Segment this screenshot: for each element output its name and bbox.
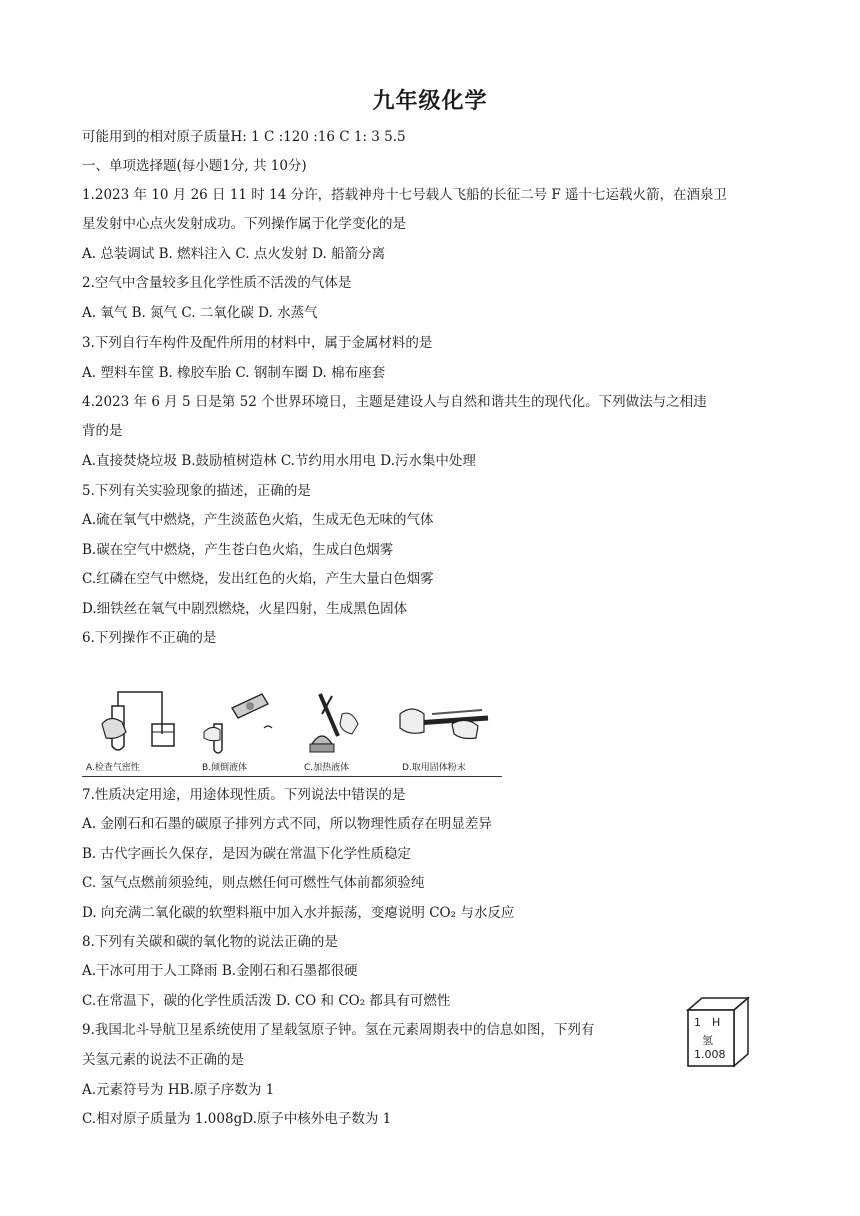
q6-figures [82,684,502,780]
q1-stem-line2: 星发射中心点火发射成功。下列操作属于化学变化的是 [82,216,406,232]
q1-options: A. 总装调试 B. 燃料注入 C. 点火发射 D. 船箭分离 [82,246,386,262]
element-symbol: H [712,1016,721,1029]
q5-option-d: D.细铁丝在氧气中剧烈燃烧，火星四射，生成黑色固体 [82,601,408,617]
q4-options: A.直接焚烧垃圾 B.鼓励植树造林 C.节约用水用电 D.污水集中处理 [82,453,476,469]
q8-stem: 8.下列有关碳和碳的氧化物的说法正确的是 [82,934,338,950]
powder-drawing [392,684,502,760]
page-title: 九年级化学 [372,89,488,114]
q3-options: A. 塑料车筐 B. 橡胶车胎 C. 钢制车圈 D. 棉布座套 [82,365,386,381]
pouring-drawing [192,684,292,760]
q6-stem: 6.下列操作不正确的是 [82,630,217,646]
q7-option-d: D. 向充满二氧化碳的软塑料瓶中加入水并振荡，变瘪说明 CO₂ 与水反应 [82,905,515,921]
figure-airtightness-check [82,684,192,780]
figure-solid-powder [392,684,502,780]
q9-options-cd: C.相对原子质量为 1.008gD.原子中核外电子数为 1 [82,1111,392,1127]
element-number: 1 [694,1016,701,1029]
q7-option-a: A. 金刚石和石墨的碳原子排列方式不同，所以物理性质存在明显差异 [82,816,492,832]
hydrogen-element-box [684,994,754,1070]
q5-option-c: C.红磷在空气中燃烧，发出红色的火焰，产生大量白色烟雾 [82,571,434,587]
caption-d: D.取用固体粉末 [402,763,466,773]
caption-c: C.加热液体 [304,763,350,773]
caption-b: B.倾倒液体 [202,763,248,773]
q7-stem: 7.性质决定用途，用途体现性质。下列说法中错误的是 [82,787,406,803]
heating-drawing [292,684,392,760]
q5-option-a: A.硫在氧气中燃烧，产生淡蓝色火焰，生成无色无味的气体 [82,512,434,528]
q3-stem: 3.下列自行车构件及配件所用的材料中，属于金属材料的是 [82,335,433,351]
q5-option-b: B.碳在空气中燃烧，产生苍白色火焰，生成白色烟雾 [82,542,394,558]
q9-stem-line2: 关氢元素的说法不正确的是 [82,1052,244,1068]
caption-a: A.检查气密性 [86,763,140,773]
element-name: 氢 [702,1034,713,1047]
section-heading: 一、单项选择题(每小题1分, 共 10分) [82,158,307,174]
q4-stem-line2: 背的是 [82,423,123,439]
atomic-mass-note: 可能用到的相对原子质量H: 1 C :120 :16 C 1: 3 5.5 [82,129,406,145]
figures-baseline [82,776,502,777]
element-mass: 1.008 [694,1048,726,1061]
q5-stem: 5.下列有关实验现象的描述，正确的是 [82,483,311,499]
q7-option-c: C. 氢气点燃前须验纯，则点燃任何可燃性气体前都须验纯 [82,875,425,891]
q9-stem-line1: 9.我国北斗导航卫星系统使用了星载氢原子钟。氢在元素周期表中的信息如图，下列有 [82,1022,595,1038]
q8-options-ab: A.干冰可用于人工降雨 B.金刚石和石墨都很硬 [82,963,358,979]
figure-pouring-liquid [192,684,292,780]
q2-options: A. 氧气 B. 氮气 C. 二氧化碳 D. 水蒸气 [82,305,318,321]
q7-option-b: B. 古代字画长久保存，是因为碳在常温下化学性质稳定 [82,846,412,862]
q4-stem-line1: 4.2023 年 6 月 5 日是第 52 个世界环境日，主题是建设人与自然和谐共生的现代化。下列做法与之相违 [82,394,707,410]
q1-stem-line1: 1.2023 年 10 月 26 日 11 时 14 分许，搭载神舟十七号载人飞船的长征二号 F 遥十七运载火箭，在酒泉卫 [82,187,728,203]
airtightness-drawing [82,684,192,760]
q8-options-cd: C.在常温下，碳的化学性质活泼 D. CO 和 CO₂ 都具有可燃性 [82,993,451,1009]
q9-options-ab: A.元素符号为 HB.原子序数为 1 [82,1082,275,1098]
figure-heating-liquid [292,684,392,780]
q2-stem: 2.空气中含量较多且化学性质不活泼的气体是 [82,275,352,291]
